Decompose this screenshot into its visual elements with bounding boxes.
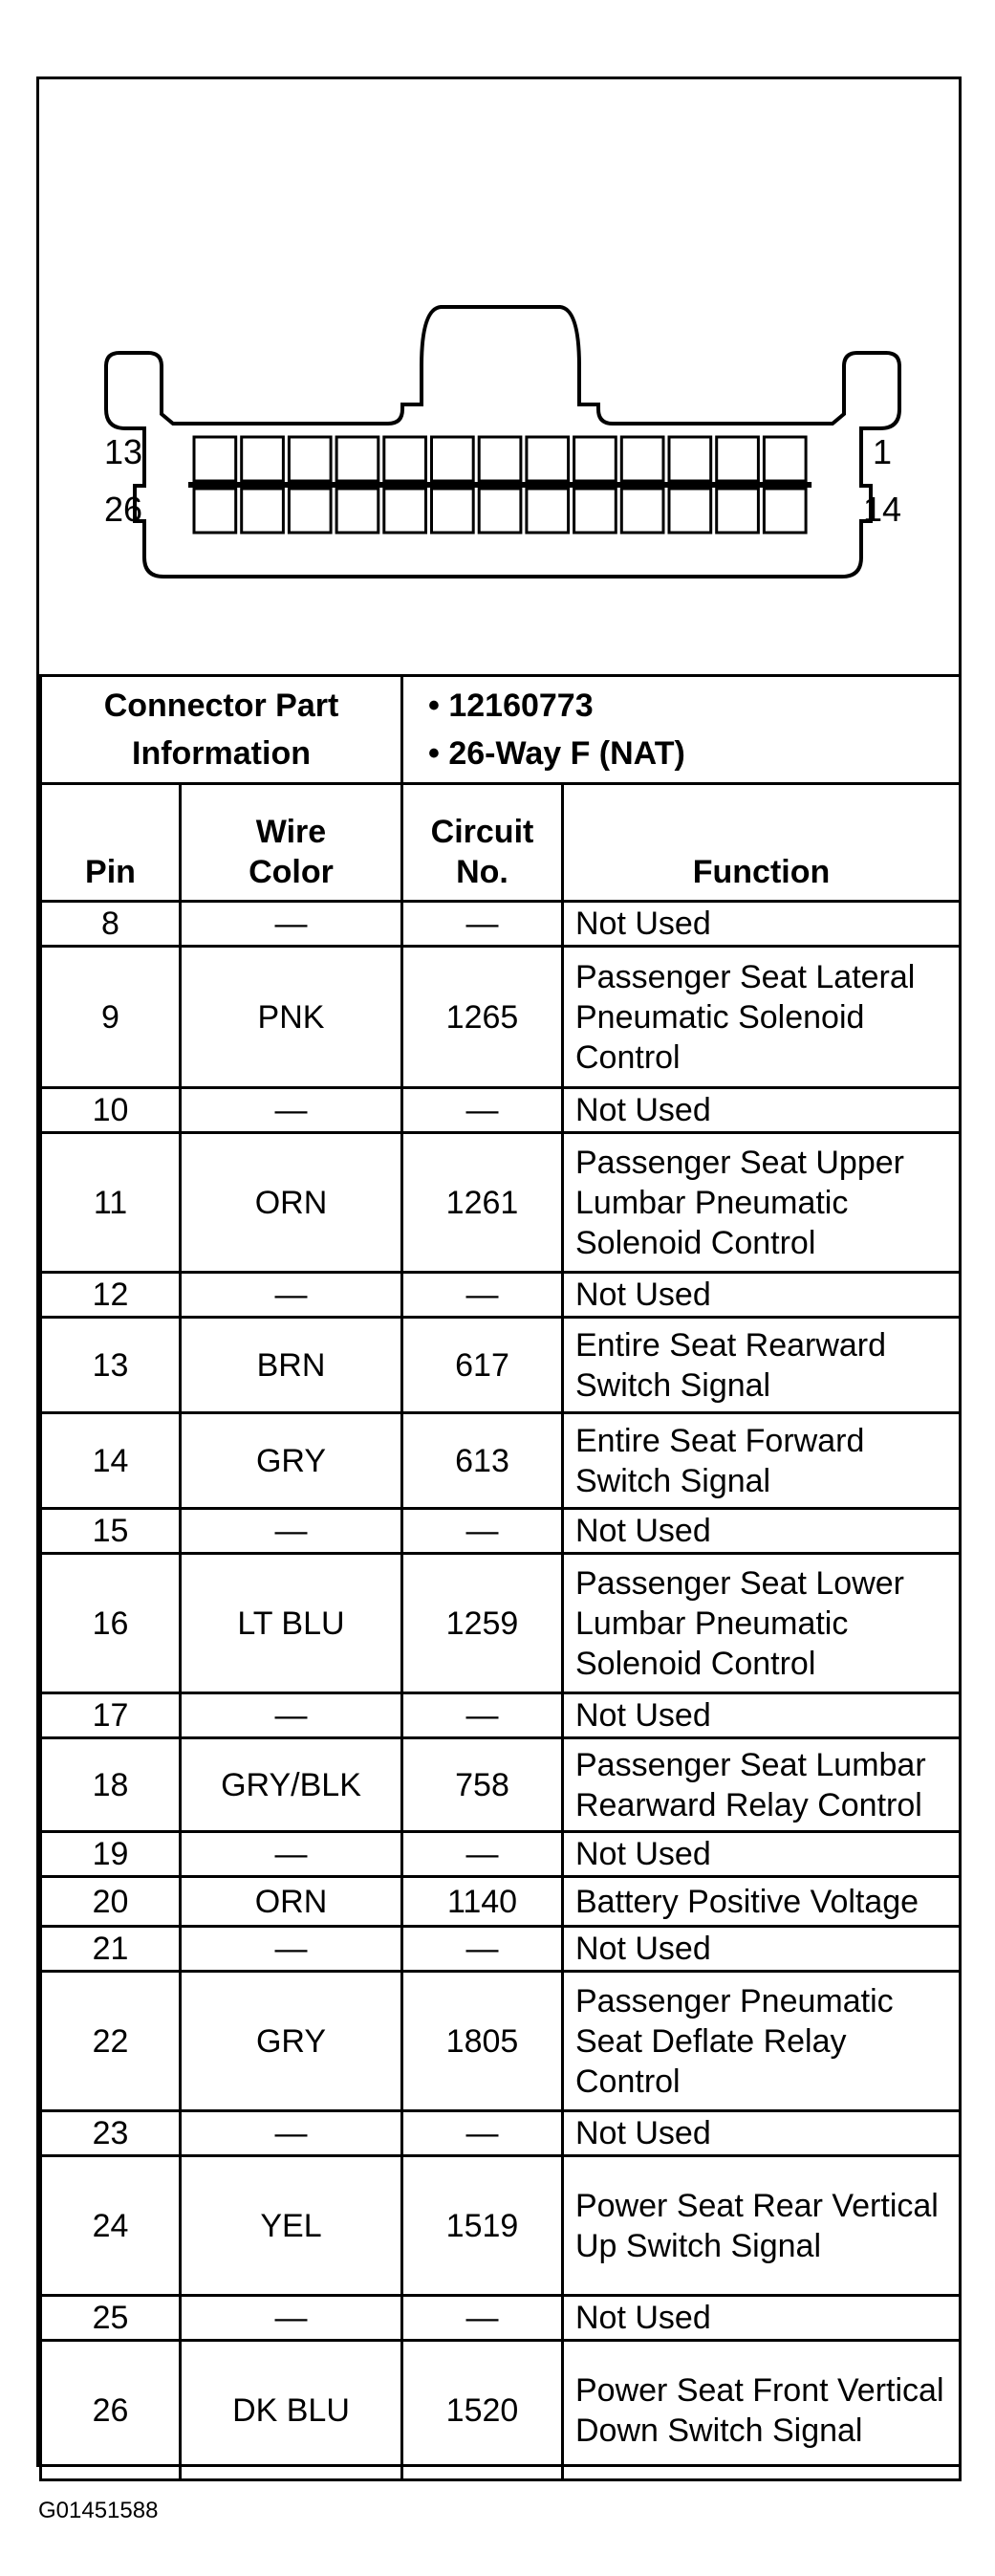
wire-color-cell: GRY <box>181 1413 402 1509</box>
function-cell: Not Used <box>563 1693 961 1738</box>
connector-type: • 26-Way F (NAT) <box>428 735 685 772</box>
table-row <box>41 1927 961 1972</box>
table-row <box>41 947 961 1088</box>
function-cell: Not Used <box>563 1273 961 1318</box>
part-info-row <box>41 676 961 784</box>
cavity <box>432 489 474 533</box>
wire-color-cell: — <box>181 1509 402 1554</box>
table-row <box>41 1413 961 1509</box>
wire-color-cell: — <box>181 1832 402 1877</box>
function-cell: Not Used <box>563 1832 961 1877</box>
pin-cell: 19 <box>41 1832 181 1877</box>
pin-label-top-right: 1 <box>873 432 893 471</box>
pin-cell: 16 <box>41 1554 181 1693</box>
cavity <box>384 437 426 481</box>
wire-color-cell: BRN <box>181 1318 402 1413</box>
cavity <box>336 489 379 533</box>
cavity <box>717 437 759 481</box>
cavity <box>242 489 284 533</box>
col-header-pin: Pin <box>41 784 181 902</box>
pin-label-bottom-right: 14 <box>863 490 902 529</box>
cavity <box>289 489 331 533</box>
function-cell: Entire Seat Rearward Switch Signal <box>563 1318 961 1413</box>
pin-cell: 10 <box>41 1088 181 1133</box>
table-row <box>41 1832 961 1877</box>
table-row <box>41 2341 961 2480</box>
function-cell: Not Used <box>563 1927 961 1972</box>
pin-cell: 21 <box>41 1927 181 1972</box>
pin-cell: 25 <box>41 2296 181 2341</box>
table-row <box>41 1509 961 1554</box>
function-cell: Not Used <box>563 1088 961 1133</box>
wire-color-cell: ORN <box>181 1133 402 1273</box>
function-cell: Not Used <box>563 2296 961 2341</box>
table-row <box>41 1693 961 1738</box>
wire-color-cell: — <box>181 2296 402 2341</box>
cavity <box>242 437 284 481</box>
part-info-label-line2: Information <box>132 735 311 772</box>
pin-cell: 26 <box>41 2341 181 2480</box>
column-header-row <box>41 784 961 902</box>
wire-color-cell: — <box>181 1088 402 1133</box>
part-info-label-line1: Connector Part <box>103 688 339 724</box>
pin-cell: 14 <box>41 1413 181 1509</box>
cavity <box>479 489 521 533</box>
table-row <box>41 2111 961 2156</box>
pin-cell: 12 <box>41 1273 181 1318</box>
function-cell: Passenger Seat Upper Lumbar Pneumatic Solenoid Control <box>563 1133 961 1273</box>
wire-color-cell: — <box>181 1273 402 1318</box>
circuit-cell: — <box>402 1273 563 1318</box>
circuit-cell: 1805 <box>402 1972 563 2111</box>
cavity <box>717 489 759 533</box>
pin-cell: 9 <box>41 947 181 1088</box>
circuit-cell: 1140 <box>402 1877 563 1927</box>
function-cell: Not Used <box>563 2111 961 2156</box>
cavity <box>764 489 806 533</box>
wire-color-cell: GRY <box>181 1972 402 2111</box>
pin-label-bottom-left: 26 <box>104 490 143 529</box>
cavity-grid <box>188 437 811 533</box>
circuit-cell: — <box>402 2111 563 2156</box>
cavity <box>669 437 711 481</box>
function-cell: Passenger Pneumatic Seat Deflate Relay Control <box>563 1972 961 2111</box>
table-row <box>41 1133 961 1273</box>
function-cell: Not Used <box>563 1509 961 1554</box>
cavity <box>621 437 663 481</box>
function-cell: Power Seat Rear Vertical Up Switch Signal <box>563 2156 961 2296</box>
circuit-cell: — <box>402 1927 563 1972</box>
circuit-cell: 1259 <box>402 1554 563 1693</box>
col-header-wire-color <box>181 784 402 902</box>
function-cell: Entire Seat Forward Switch Signal <box>563 1413 961 1509</box>
cavity <box>194 437 236 481</box>
pin-cell: 13 <box>41 1318 181 1413</box>
part-info-values <box>402 676 961 784</box>
wire-color-cell: — <box>181 902 402 947</box>
circuit-cell: 617 <box>402 1318 563 1413</box>
table-row <box>41 1318 961 1413</box>
col-header-circuit-line2: No. <box>456 854 508 890</box>
figure-id: G01451588 <box>38 2498 159 2523</box>
wire-color-cell: LT BLU <box>181 1554 402 1693</box>
function-cell: Power Seat Front Vertical Down Switch Signal <box>563 2341 961 2480</box>
wire-color-cell: — <box>181 2111 402 2156</box>
table-row <box>41 1273 961 1318</box>
pin-cell: 24 <box>41 2156 181 2296</box>
col-header-circuit <box>402 784 563 902</box>
table-row <box>41 2296 961 2341</box>
col-header-function: Function <box>563 784 961 902</box>
table-row <box>41 1972 961 2111</box>
function-cell: Not Used <box>563 902 961 947</box>
wire-color-cell: DK BLU <box>181 2341 402 2480</box>
table-row <box>41 2156 961 2296</box>
pin-cell: 23 <box>41 2111 181 2156</box>
pinout-frame <box>36 76 962 2467</box>
wire-color-cell: PNK <box>181 947 402 1088</box>
pinout-table <box>39 674 962 2481</box>
part-number: • 12160773 <box>428 688 594 724</box>
col-header-wire-line2: Color <box>249 854 334 890</box>
pinout-rows <box>41 902 961 2480</box>
circuit-cell: 758 <box>402 1738 563 1832</box>
circuit-cell: — <box>402 1693 563 1738</box>
circuit-cell: — <box>402 1832 563 1877</box>
pin-cell: 11 <box>41 1133 181 1273</box>
cavity <box>479 437 521 481</box>
pin-cell: 22 <box>41 1972 181 2111</box>
circuit-cell: 1519 <box>402 2156 563 2296</box>
cavity <box>574 489 616 533</box>
cavity <box>432 437 474 481</box>
col-header-wire-line1: Wire <box>255 814 327 850</box>
cavity <box>764 437 806 481</box>
table-row <box>41 1738 961 1832</box>
pin-cell: 15 <box>41 1509 181 1554</box>
circuit-cell: 1520 <box>402 2341 563 2480</box>
part-info-label <box>41 676 402 784</box>
pin-label-top-left: 13 <box>104 432 143 471</box>
pin-cell: 17 <box>41 1693 181 1738</box>
cavity <box>669 489 711 533</box>
table-row <box>41 902 961 947</box>
circuit-cell: 613 <box>402 1413 563 1509</box>
function-cell: Passenger Seat Lumbar Rearward Relay Control <box>563 1738 961 1832</box>
wire-color-cell: GRY/BLK <box>181 1738 402 1832</box>
function-cell: Battery Positive Voltage <box>563 1877 961 1927</box>
circuit-cell: — <box>402 1088 563 1133</box>
cavity <box>621 489 663 533</box>
wire-color-cell: YEL <box>181 2156 402 2296</box>
cavity <box>574 437 616 481</box>
wire-color-cell: — <box>181 1693 402 1738</box>
circuit-cell: — <box>402 2296 563 2341</box>
connector-diagram <box>39 79 959 674</box>
connector-outline <box>106 307 902 577</box>
pin-cell: 18 <box>41 1738 181 1832</box>
circuit-cell: — <box>402 1509 563 1554</box>
cavity <box>336 437 379 481</box>
circuit-cell: — <box>402 902 563 947</box>
pin-cell: 8 <box>41 902 181 947</box>
cavity <box>527 437 569 481</box>
function-cell: Passenger Seat Lower Lumbar Pneumatic Solenoid Control <box>563 1554 961 1693</box>
wire-color-cell: ORN <box>181 1877 402 1927</box>
cavity <box>289 437 331 481</box>
table-row <box>41 1877 961 1927</box>
table-row <box>41 1088 961 1133</box>
col-header-circuit-line1: Circuit <box>430 814 534 850</box>
cavity <box>384 489 426 533</box>
table-row <box>41 1554 961 1693</box>
pin-cell: 20 <box>41 1877 181 1927</box>
cavity <box>527 489 569 533</box>
circuit-cell: 1261 <box>402 1133 563 1273</box>
cavity <box>194 489 236 533</box>
wire-color-cell: — <box>181 1927 402 1972</box>
connector-face-drawing <box>39 79 959 674</box>
circuit-cell: 1265 <box>402 947 563 1088</box>
function-cell: Passenger Seat Lateral Pneumatic Solenoid Control <box>563 947 961 1088</box>
